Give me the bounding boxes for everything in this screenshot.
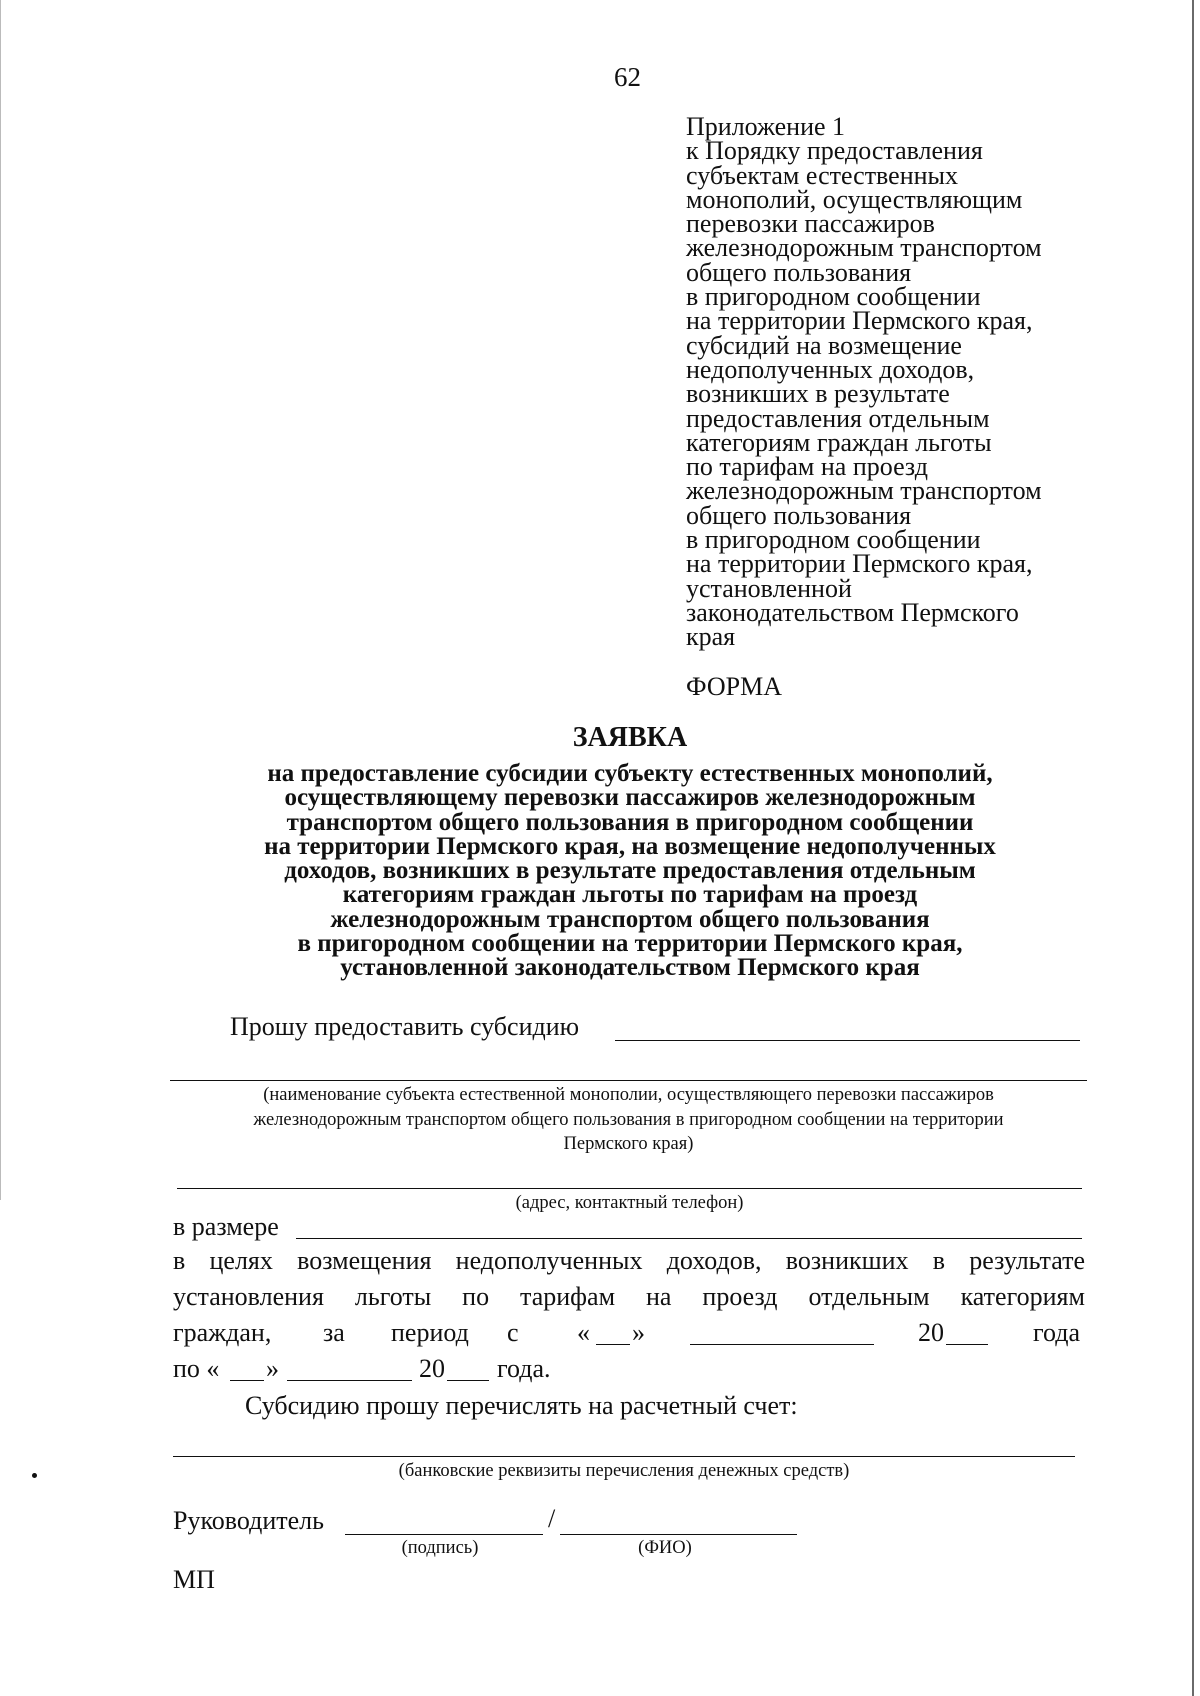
scan-edge-right — [1192, 0, 1194, 1696]
purpose-word: на — [645, 1282, 672, 1311]
start-year-field[interactable] — [946, 1344, 988, 1345]
start-month-field[interactable] — [690, 1344, 874, 1345]
appendix-line: на территории Пермского края, — [686, 306, 1033, 336]
end-prefix: по « — [173, 1354, 220, 1383]
period-word-3: период — [391, 1318, 469, 1347]
purpose-word: тарифам — [520, 1282, 616, 1311]
document-title: ЗАЯВКА — [572, 722, 688, 753]
purpose-word: возникших — [785, 1246, 909, 1275]
appendix-line: возникших в результате — [686, 379, 950, 409]
purpose-line-1 — [173, 1246, 1085, 1276]
period-word-1: граждан, — [173, 1318, 272, 1347]
open-quote: « — [577, 1318, 590, 1347]
end-year-field[interactable] — [447, 1380, 489, 1381]
scan-edge-left — [0, 0, 1, 1200]
amount-label: в размере — [173, 1212, 279, 1241]
close-quote: » — [632, 1318, 645, 1347]
signature-caption: (подпись) — [401, 1538, 479, 1558]
end-month-field[interactable] — [287, 1380, 412, 1381]
forma-label: ФОРМА — [686, 672, 782, 701]
bank-caption: (банковские реквизиты перечисления денежных средств) — [398, 1461, 850, 1481]
document-subtitle — [200, 762, 1060, 981]
purpose-word: установления — [173, 1282, 324, 1311]
bank-details-field[interactable] — [173, 1456, 1075, 1457]
appendix-line: недополученных доходов, — [686, 354, 975, 384]
slash: / — [548, 1504, 556, 1533]
appendix-line: субъектам естественных — [686, 160, 959, 190]
appendix-line: общего пользования — [686, 257, 912, 287]
purpose-word: категориям — [960, 1282, 1085, 1311]
appendix-line: края — [686, 622, 736, 652]
subtitle-line: транспортом общего пользования в пригородном сообщении — [286, 808, 974, 836]
entity-caption-1: (наименование субъекта естественной монополии, осуществляющего перевозки пассажиров — [263, 1085, 994, 1105]
subsidy-recipient-field[interactable] — [615, 1040, 1080, 1041]
address-caption: (адрес, контактный телефон) — [515, 1193, 744, 1213]
end-close-quote: » — [266, 1354, 279, 1383]
appendix-block — [686, 112, 1126, 652]
head-label: Руководитель — [173, 1506, 324, 1535]
purpose-word: целях — [209, 1246, 273, 1275]
scan-speck — [32, 1473, 37, 1478]
amount-field[interactable] — [296, 1238, 1082, 1239]
purpose-word: возмещения — [297, 1246, 432, 1275]
entity-caption-3: Пермского края) — [563, 1134, 694, 1154]
purpose-word: недополученных — [455, 1246, 643, 1275]
appendix-line: монополий, осуществляющим — [686, 184, 1023, 214]
subtitle-line: на территории Пермского края, на возмещение недополученных — [264, 832, 996, 860]
appendix-line: общего пользования — [686, 500, 912, 530]
address-field[interactable] — [177, 1188, 1082, 1189]
appendix-line: в пригородном сообщении — [686, 282, 981, 312]
purpose-word: доходов, — [666, 1246, 762, 1275]
request-text: Прошу предоставить субсидию — [230, 1012, 580, 1041]
purpose-word: льготы — [354, 1282, 432, 1311]
purpose-line-2 — [173, 1282, 1085, 1312]
appendix-line: законодательством Пермского — [686, 597, 1019, 627]
end-day-field[interactable] — [230, 1380, 264, 1381]
entity-name-field[interactable] — [170, 1080, 1087, 1081]
appendix-line: субсидий на возмещение — [686, 330, 962, 360]
subtitle-line: категориям граждан льготы по тарифам на проезд — [342, 881, 918, 909]
account-text: Субсидию прошу перечислять на расчетный счет: — [245, 1391, 798, 1420]
signature-field[interactable] — [345, 1534, 543, 1535]
subtitle-line: железнодорожным транспортом общего пользования — [330, 905, 930, 933]
purpose-word: по — [462, 1282, 490, 1311]
fio-field[interactable] — [560, 1534, 797, 1535]
period-word-4: с — [507, 1318, 519, 1347]
purpose-word: отдельным — [808, 1282, 930, 1311]
appendix-line: перевозки пассажиров — [686, 209, 935, 239]
purpose-word: результате — [969, 1246, 1085, 1275]
appendix-line: по тарифам на проезд — [686, 452, 928, 482]
fio-caption: (ФИО) — [638, 1538, 692, 1558]
appendix-line: предоставления отдельным — [686, 403, 990, 433]
subtitle-line: осуществляющему перевозки пассажиров железнодорожным — [284, 784, 976, 812]
appendix-line: в пригородном сообщении — [686, 525, 981, 555]
end-year-prefix: 20 — [419, 1354, 445, 1383]
subtitle-line: доходов, возникших в результате предоставления отдельным — [284, 857, 976, 885]
appendix-line: к Порядку предоставления — [686, 136, 983, 166]
period-word-2: за — [323, 1318, 345, 1347]
purpose-word: в — [932, 1246, 946, 1275]
subtitle-line: в пригородном сообщении на территории Пермского края, — [297, 930, 963, 958]
appendix-line: на территории Пермского края, — [686, 549, 1033, 579]
appendix-line: категориям граждан льготы — [686, 427, 992, 457]
subtitle-line: установленной законодательством Пермского края — [340, 954, 920, 982]
appendix-line: железнодорожным транспортом — [686, 233, 1042, 263]
start-day-field[interactable] — [596, 1344, 630, 1345]
stamp-label: МП — [173, 1565, 215, 1594]
appendix-line: Приложение 1 — [686, 112, 846, 141]
page-number: 62 — [614, 62, 641, 92]
end-year-word: года. — [497, 1354, 551, 1383]
subtitle-line: на предоставление субсидии субъекту естественных монополий, — [267, 760, 993, 787]
year-word: года — [1033, 1318, 1081, 1347]
appendix-line: установленной — [686, 573, 852, 603]
purpose-word: в — [173, 1246, 186, 1275]
entity-caption-2: железнодорожным транспортом общего пользования в пригородном сообщении на территории — [253, 1110, 1004, 1130]
appendix-line: железнодорожным транспортом — [686, 476, 1042, 506]
purpose-word: проезд — [702, 1282, 778, 1311]
start-year-prefix: 20 — [918, 1318, 944, 1347]
